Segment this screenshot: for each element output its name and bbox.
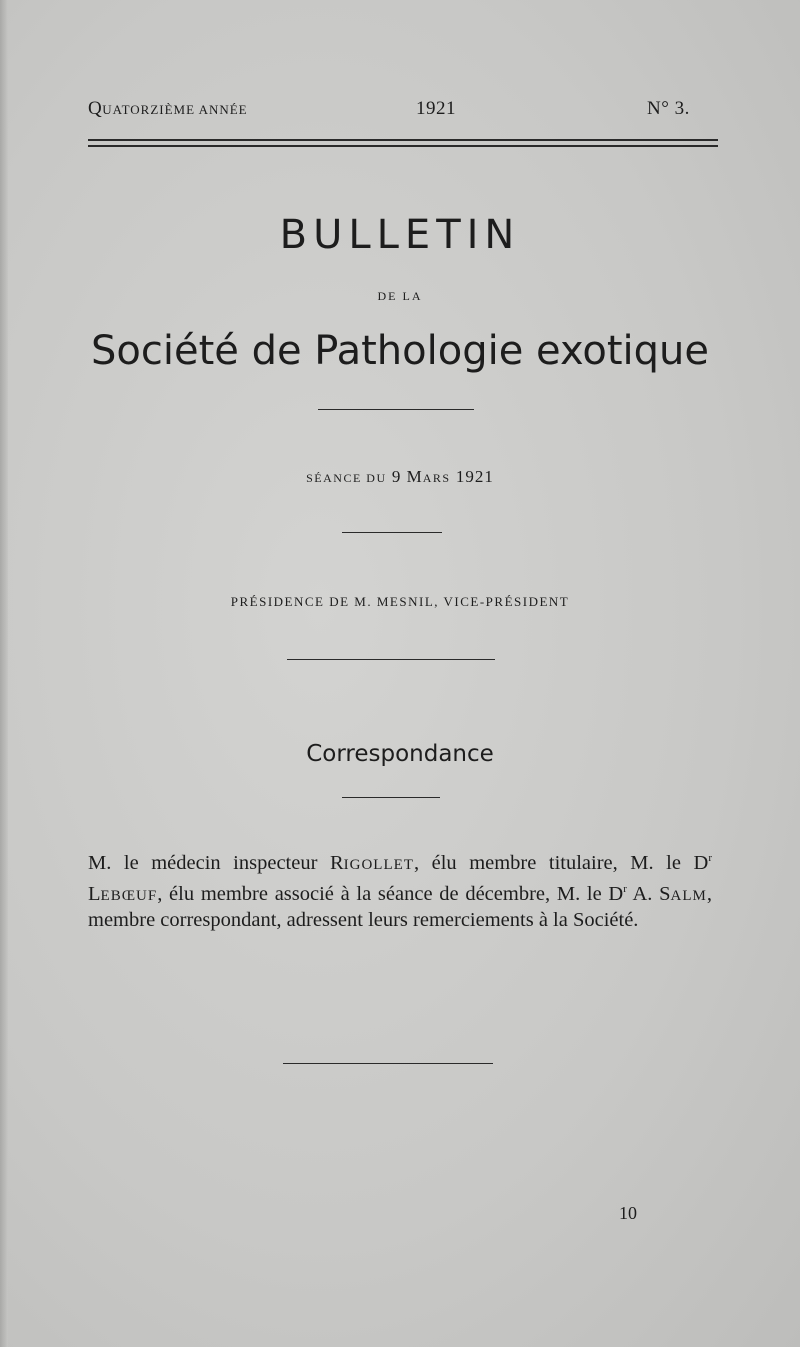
header-year: 1921 (416, 98, 456, 119)
header-year-label: QUATORZIÈME ANNÉE (88, 98, 248, 119)
divider-rule (342, 797, 440, 798)
de-la-label: DE LA (377, 289, 423, 303)
divider-rule (342, 532, 442, 533)
end-rule (283, 1063, 493, 1064)
presidence-line: PRÉSIDENCE DE M. MESNIL, VICE-PRÉSIDENT (230, 594, 570, 609)
bulletin-title: BULLETIN (279, 212, 521, 258)
society-name: Société de Pathologie exotique (90, 328, 710, 374)
header-issue-number: N° 3. (647, 98, 690, 119)
divider-rule (318, 409, 474, 410)
divider-rule (287, 659, 495, 660)
header-double-rule (88, 139, 718, 147)
section-title: Correspondance (306, 741, 494, 767)
seance-date: SÉANCE DU 9 MARS 1921 (306, 467, 494, 486)
correspondence-paragraph: M. le médecin inspecteur RIGOLLET, élu membre titulaire, M. le $D^r$ LEBŒUF, élu membre associé à la séance de décembre, M. le $D^r$ A. SALM, membre correspondant, adressent leurs remerciements à la Société. (88, 851, 712, 931)
page-number: 10 (619, 1203, 637, 1223)
page-edge (0, 0, 8, 1347)
